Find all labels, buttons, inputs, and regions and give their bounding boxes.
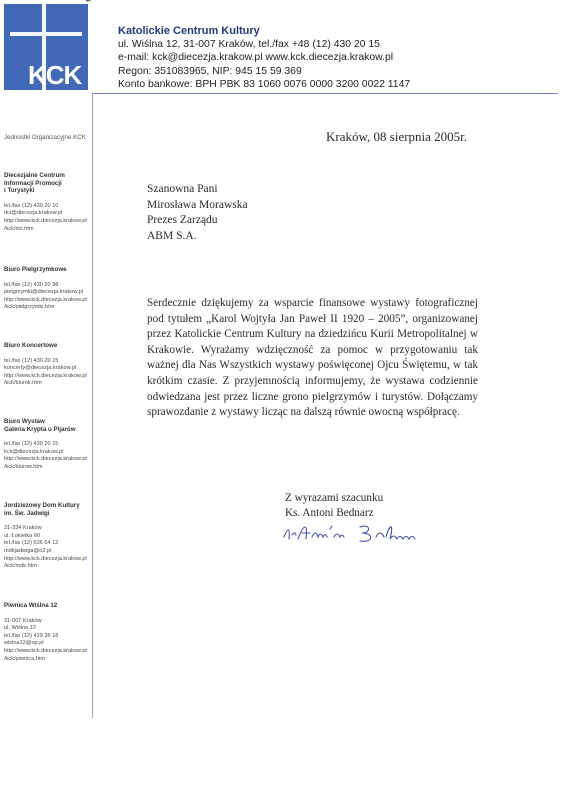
section-name: [4, 266, 90, 274]
section-name: [4, 172, 90, 195]
sidebar-section-dom-kultury: [4, 502, 90, 571]
section-line: http://www.kck.diecezja.krakow.pl: [4, 456, 87, 463]
section-line: /kck/piwnica.htm: [4, 655, 46, 662]
section-name-line: Galeria Krypta u Pijarów: [4, 425, 76, 433]
addressee-line: ABM S.A.: [147, 229, 197, 242]
addressee-line: Szanowna Pani: [147, 183, 218, 195]
section-name-line: Informacji Promocji: [4, 179, 62, 187]
sidebar-section-koncertowe: [4, 342, 90, 388]
section-line: mdkjadwiga@o2.pl: [4, 547, 52, 554]
section-name-line: Biuro Wystaw: [4, 418, 45, 425]
section-line: http://www.kck.diecezja.krakow.pl: [4, 555, 87, 562]
sidebar-divider: [92, 93, 93, 718]
section-name-line: Piwnica Wiślna 12: [4, 602, 58, 609]
section-line: dci@diecezja.krakow.pl: [4, 210, 63, 217]
section-line: wislna12@op.pl: [4, 640, 44, 647]
section-line: http://www.kck.diecezja.krakow.pl: [4, 372, 87, 379]
section-name-line: i Turystyki: [4, 187, 35, 195]
sidebar-section-wystaw: [4, 418, 90, 472]
cross-bar: [10, 32, 82, 36]
closing-block: [285, 491, 383, 521]
section-line: http://www.kck.diecezja.krakow.pl: [4, 647, 87, 654]
organization-name: Katolickie Centrum Kultury: [118, 25, 260, 37]
kck-logo: [4, 4, 88, 90]
section-line: /kck/biurok.htm: [4, 380, 42, 387]
organization-address: ul. Wiślna 12, 31-007 Kraków, tel./fax +48 (12) 430 20 15: [118, 39, 380, 51]
letter-date: Kraków, 08 sierpnia 2005r.: [326, 129, 468, 144]
closing-greeting: Z wyrazami szacunku: [285, 492, 384, 504]
section-name: [4, 602, 90, 610]
section-line: tel./fax (12) 430 20 15: [4, 441, 59, 448]
section-line: tel./fax (12) 430 20 15: [4, 357, 59, 364]
sidebar-title: Jednostki Organizacyjne KCK: [4, 134, 86, 141]
section-line: http://www.kck.diecezja.krakow.pl: [4, 217, 87, 224]
section-name-line: Jordziezowy Dom Kultury: [4, 502, 80, 509]
section-name: [4, 418, 90, 433]
letter-body: Serdecznie dziękujemy za wsparcie finansowe wystawy fotograficznej pod tytułem „Karol Wojtyła Jan Paweł II 1920 – 2005”, organizowanej przez Katolickie Centrum Kultury na dziedzińcu Kurii Metropolitalnej w Krakowie. Wyrażamy wdzięczność za pomoc w przygotowaniu tak ważnej dla Nas Wszystkich wystawy poświęconej Ojcu Świętemu, w tak krótkim czasie. Z przyjemnością informujemy, że wystawa codziennie odwiedzana jest przez liczne grono pielgrzymów i turystów. Dołączamy sprawozdanie z wystawy licząc na dalszą równie owocną współpracę.: [147, 297, 478, 419]
letterhead: [118, 25, 558, 91]
section-name-line: im. Św. Jadwigi: [4, 509, 50, 517]
organization-bank-account: Konto bankowe: BPH PBK 83 1060 0076 0000 3200 0022 1147: [118, 78, 411, 90]
section-line: http://www.kck.diecezja.krakow.pl: [4, 296, 87, 303]
section-line: /kck/pielgrzymki.htm: [4, 304, 55, 311]
handwritten-signature: [280, 519, 440, 545]
addressee-block: [147, 182, 248, 244]
section-line: /kck/biurow.htm: [4, 463, 43, 470]
section-line: tel./fax (12) 636 64 12: [4, 540, 59, 547]
section-line: /kck/mdk.htm: [4, 563, 37, 570]
section-line: ul. Wiślna 12: [4, 625, 37, 632]
sidebar: [4, 134, 90, 662]
sidebar-section-piwnica: [4, 602, 90, 663]
sidebar-section-pielgrzymkowe: [4, 266, 90, 312]
section-name-line: Diecezjalne Centrum: [4, 172, 65, 179]
section-name-line: Biuro Koncertowe: [4, 342, 58, 349]
sidebar-section-dci: [4, 172, 90, 233]
section-line: pielgrzymki@diecezja.krakow.pl: [4, 289, 84, 296]
section-name-line: Biuro Pielgrzymkowe: [4, 266, 67, 273]
section-line: ul. Łokietka 60: [4, 532, 41, 539]
logo-decoration: [86, 0, 115, 2]
section-line: tel./fax (12) 429 36 18: [4, 632, 59, 639]
section-line: koncerty@diecezja.krakow.pl: [4, 365, 77, 372]
addressee-line: Mirosława Morawska: [147, 198, 248, 211]
organization-contact: e-mail: kck@diecezja.krakow.pl www.kck.diecezja.krakow.pl: [118, 52, 394, 64]
section-line: tel./fax (12) 430 20 98: [4, 281, 59, 288]
header-divider: [92, 93, 558, 94]
section-line: 31-007 Kraków: [4, 617, 42, 624]
section-name: [4, 342, 90, 350]
addressee-line: Prezes Zarządu: [147, 214, 218, 227]
section-name: [4, 502, 90, 517]
organization-regon-nip: Regon: 351083965, NIP: 945 15 59 369: [118, 65, 302, 77]
section-line: kck@diecezja.krakow.pl: [4, 448, 64, 455]
section-line: 31-334 Kraków: [4, 525, 42, 532]
closing-signatory: Ks. Antoni Bednarz: [285, 507, 374, 519]
section-line: /kck/dci.htm: [4, 225, 34, 232]
logo-text: KCK: [28, 60, 82, 90]
section-line: tel./fax (12) 430 20 10: [4, 202, 59, 209]
